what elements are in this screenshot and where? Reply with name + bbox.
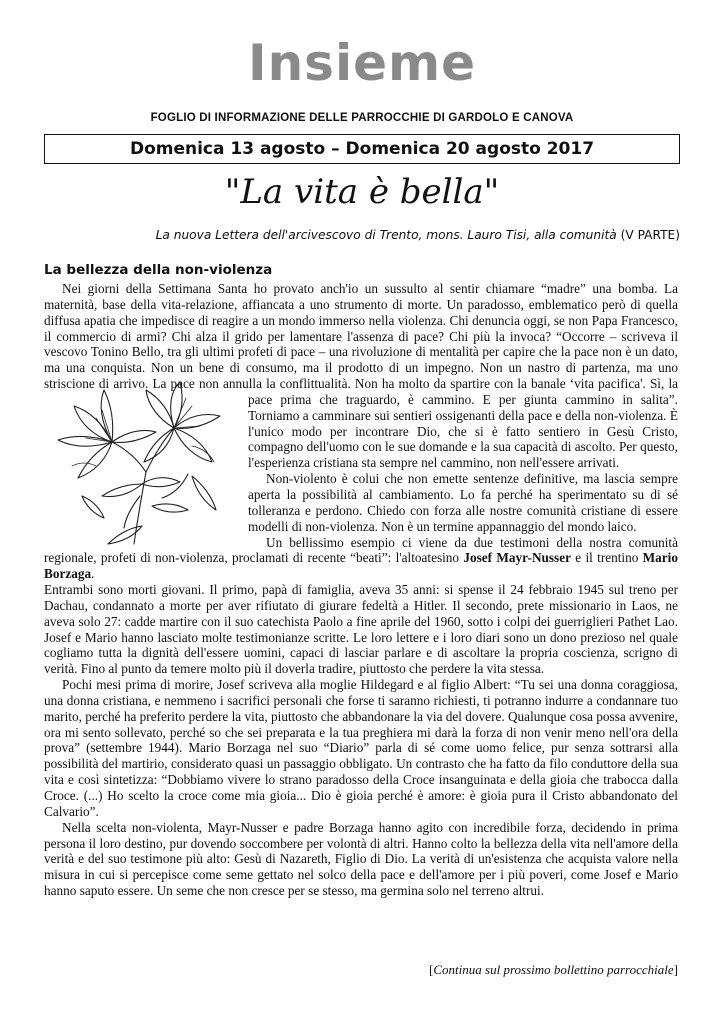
- paragraph-3-start: Un bellissimo esempio ci viene da due testimoni della nostra comunità regionale, profeti di non-violenza, proclamati di recente “beati”: l'altoatesino: [44, 534, 678, 566]
- paragraph-6-text: Nella scelta non-violenta, Mayr-Nusser e padre Borzaga hanno agito con incredibile forza, decidendo in prima persona il loro destino, pur dovendo soccombere per volontà di altri. Hanno colto la bellezza della vita nell'amore della verità e del suo testimone più alto: Gesù di Nazareth, Figlio di Dio. La verità di un'esistenza che acquista valore nella misura in cui si percepisce come seme gettato nel solco della pace e dell'amore per i più poveri, come Josef e Mario hanno saputo essere. Un seme che non cresce per se stesso, ma germina solo nel terreno altrui.: [44, 819, 678, 899]
- paragraph-5-text: Pochi mesi prima di morire, Josef scriveva alla moglie Hildegard e al figlio Albert: “Tu sei una donna coraggiosa, una donna cristiana, e nemmeno i sacrifici personali che forse ti saranno richiesti, ti potranno indurre a condannare tuo marito, perché ha preferito perdere la vita, piuttosto che abbandonare la via del dovere. Qualunque cosa possa avvenire, ora mi sento sollevato, perché so che sei preparata e la tua preghiera mi darà la forza di non venir meno nell'ora della prova” (settembre 1944). Mario Borzaga nel suo “Diario” parla di sé come uomo felice, pur senza sottrarsi alla possibilità del martirio, considerato quasi un passaggio obbligato. Un contrasto che ha fatto da filo conduttore della sua vita e così sintetizza: “Dobbiamo vivere lo strano paradosso della Croce insanguinata e della gioia che trabocca dalla Croce. (...) Ho scelto la croce come mia gioia... Dio è gioia perché è amore: è gioia pura il Cristo abbandonato del Calvario”.: [44, 677, 678, 819]
- paragraph-3: Un bellissimo esempio ci viene da due testimoni della nostra comunità regionale, profeti di non-violenza, proclamati di recente “beati”: l'altoatesino Josef Mayr-Nusser e il trentino Mario Borzaga.: [44, 534, 678, 582]
- continue-note-text: Continua sul prossimo bollettino parrocchiale: [433, 962, 674, 977]
- saint-name-2: Mario Borzaga: [44, 550, 678, 582]
- paragraph-6: [44, 820, 678, 899]
- saint-name-1: Josef Mayr-Nusser: [463, 550, 571, 566]
- continue-note: [Continua sul prossimo bollettino parrocchiale]: [429, 962, 678, 977]
- paragraph-4-text: Entrambi sono morti giovani. Il primo, papà di famiglia, aveva 35 anni: si spense il 24 febbraio 1945 sul treno per Dachau, condannato a morte per aver rifiutato di giurare fedeltà a Hitler. Il secondo, prete missionario in Laos, ne aveva solo 27: cadde martire con il suo catechista Paolo a fine aprile del 1960, sotto i colpi dei guerriglieri Pathet Lao. Josef e Mario hanno lasciato molte testimonianze scritte. Le loro lettere e i loro diari sono un dono prezioso nel quale cogliamo tutta la dignità dell'essere uomini, capaci di lasciar parlare e di ascoltare la propria coscienza, scrigno di verità. Fino al punto da temere molto più il doverla tradire, piuttosto che perdere la vita stessa.: [44, 582, 678, 677]
- paragraph-4: [44, 582, 678, 677]
- paragraph-5: [44, 677, 678, 820]
- paragraph-3-mid: e il trentino: [575, 550, 639, 566]
- paragraph-1-text: Nei giorni della Settimana Santa ho provato anch'io un sussulto al sentir chiamare “madre” una bomba. La maternità, base della vita-relazione, affiancata a uno strumento di morte. Un paradosso, emblematico però di quella diffusa apatia che impedisce di reagire a un mondo immerso nella violenza. Chi denuncia oggi, se non Papa Francesco, il commercio di armi? Chi alza il grido per lamentare l'assenza di pace? Chi più la invoca? “Occorre – scriveva il vescovo Tonino Bello, tra gli ultimi profeti di pace – una rivoluzione di mentalità per capire che la pace non è un dato, ma una conquista. Non un bene di consumo, ma il prodotto di un impegno. Non un nastro di partenza, ma uno striscione di arrivo. La pace non annulla la conflittualità. Non ha molto da: [44, 281, 678, 392]
- paragraph-2-text: Non-violento è colui che non emette sentenze definitive, ma lascia sempre aperta la possibilità al cambiamento. Lo fa perché ha sperimentato su di sé tolleranza e perdono. Chiedo con forza alle nostre comunità cristiane di essere modelli di non-violenza. Non è un termine appannaggio del mondo laico.: [248, 471, 678, 534]
- article-deck: [70, 228, 680, 242]
- article-headline: "La vita è bella": [224, 172, 500, 212]
- issue-date-range: Domenica 13 agosto – Domenica 20 agosto 2017: [44, 134, 680, 164]
- lily-illustration: [42, 376, 238, 546]
- section-title: La bellezza della non-violenza: [44, 262, 273, 278]
- article-body: [44, 281, 678, 899]
- paragraph-1: [44, 281, 678, 471]
- deck-part: (V PARTE): [620, 228, 680, 242]
- paragraph-1-continued: spartire con la banale ‘vita pacifica'. Sì, la pace prima che traguardo, è cammino. E per giunta cammino in salita”. Torniamo a camminare sui sentieri ossigenanti della pace e della non-violenza. È l'unico modo per incontrare Dio, che si è fatto sentiero in Gesù Cristo, compagno dell'uomo con le sue domande e la sua capacità di ascolto. Per questo, l'esperienza cristiana sta sempre nel cammino, non nell'essere arrivati.: [248, 376, 679, 471]
- deck-text: La nuova Lettera dell'arcivescovo di Trento, mons. Lauro Tisi, alla comunità: [155, 228, 617, 242]
- masthead-title: Insieme: [247, 34, 477, 92]
- lily-flower-icon: [42, 376, 238, 546]
- masthead-subtitle: FOGLIO DI INFORMAZIONE DELLE PARROCCHIE DI GARDOLO E CANOVA: [150, 112, 574, 124]
